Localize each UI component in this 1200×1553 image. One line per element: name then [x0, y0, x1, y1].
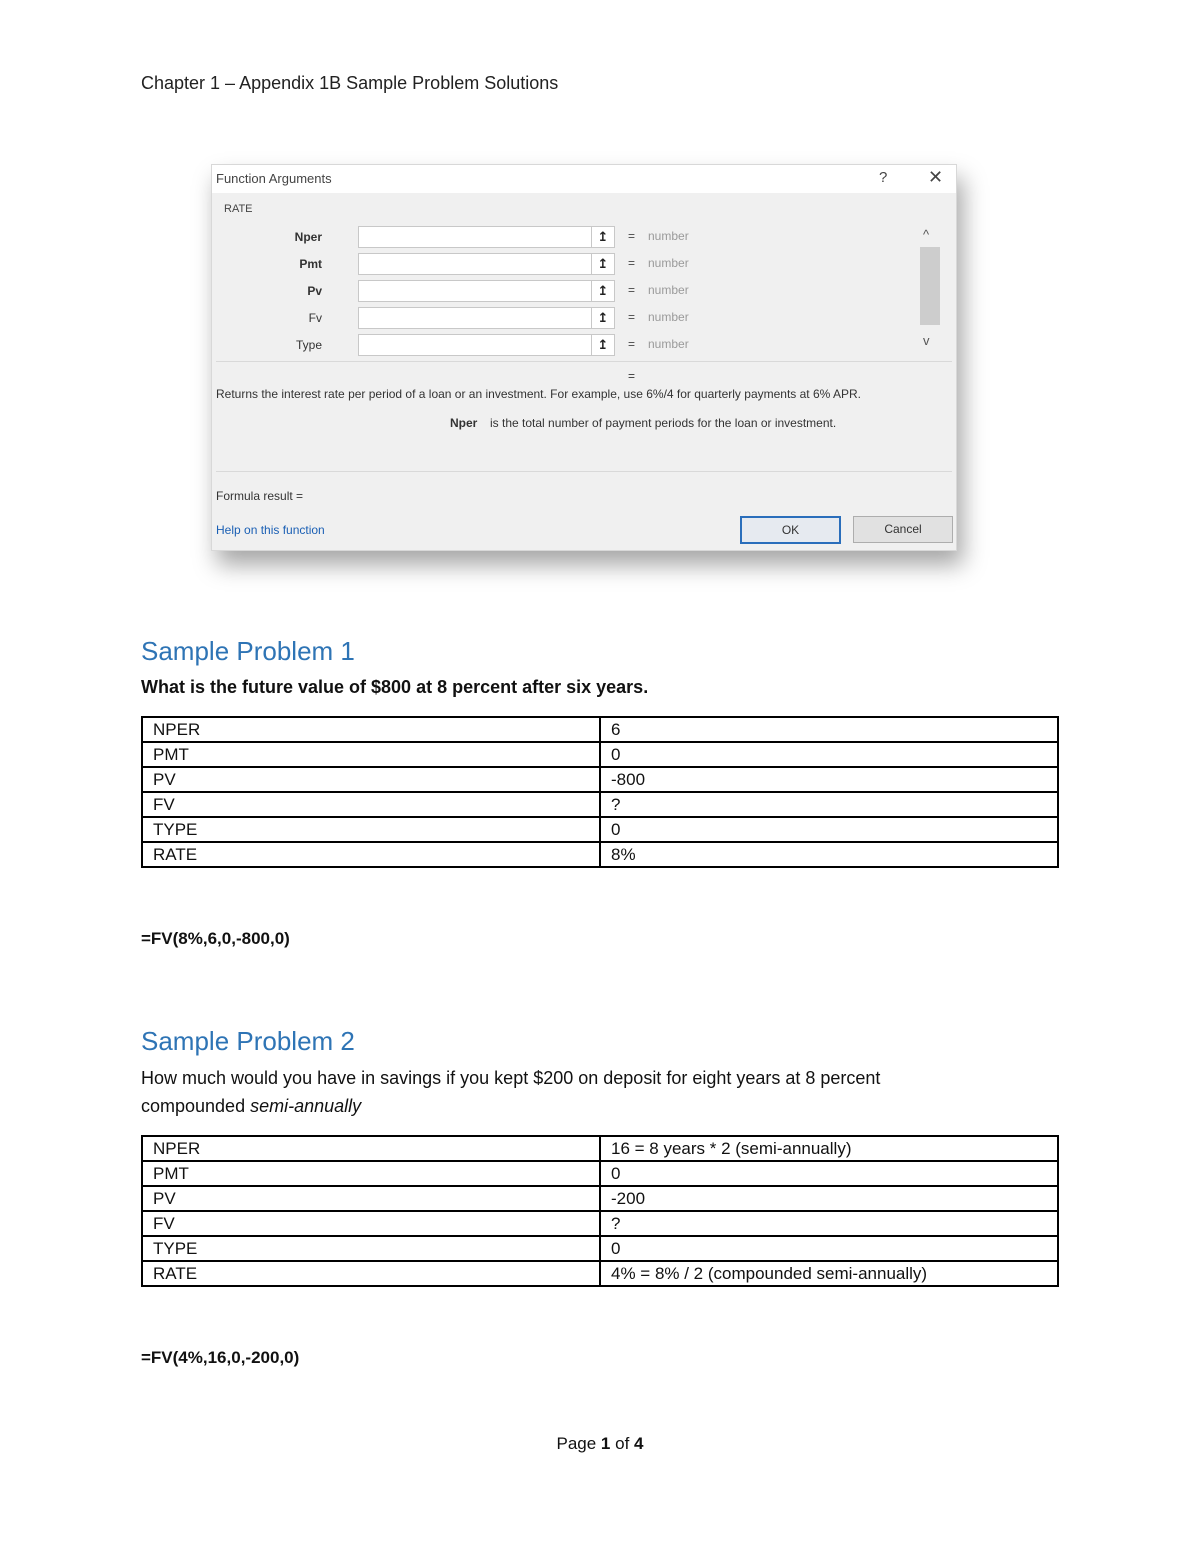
collapse-dialog-icon[interactable]: ↥ [591, 253, 615, 275]
table-cell: -800 [600, 767, 1058, 792]
of-word: of [615, 1434, 630, 1453]
arguments-scrollbar[interactable] [918, 227, 940, 351]
nper-input[interactable] [358, 226, 592, 248]
problem-2-question [141, 1064, 1041, 1120]
scroll-up-icon[interactable]: ^ [923, 227, 930, 242]
page-word: Page [556, 1434, 597, 1453]
argument-label: Pmt [299, 257, 322, 271]
table-row [142, 1211, 1058, 1236]
table-cell: TYPE [142, 1236, 600, 1261]
argument-hint: number [648, 283, 689, 297]
table-row [142, 1236, 1058, 1261]
argument-help-name: Nper [450, 416, 478, 430]
table-cell: 4% = 8% / 2 (compounded semi-annually) [600, 1261, 1058, 1286]
argument-hint: number [648, 310, 689, 324]
argument-help-text: is the total number of payment periods for the loan or investment. [490, 416, 837, 430]
equals-sign: = [628, 337, 636, 351]
fv-input[interactable] [358, 307, 592, 329]
function-arguments-dialog [211, 164, 957, 551]
table-row [142, 842, 1058, 867]
table-row [142, 1136, 1058, 1161]
help-icon[interactable]: ? [879, 169, 888, 186]
argument-label: Pv [307, 284, 322, 298]
table-cell: FV [142, 1211, 600, 1236]
equals-sign: = [628, 256, 636, 270]
equals-sign: = [628, 310, 636, 324]
ok-button[interactable]: OK [740, 516, 841, 544]
function-name: RATE [224, 203, 253, 215]
table-cell: RATE [142, 842, 600, 867]
problem-1-title: Sample Problem 1 [141, 636, 355, 666]
page-footer [0, 1434, 1200, 1454]
divider [216, 361, 952, 362]
problem-2-table [141, 1135, 1059, 1287]
question-line: compounded [141, 1096, 251, 1116]
argument-row-fv [212, 307, 932, 329]
result-equals: = [628, 369, 636, 383]
problem-1-question: What is the future value of $800 at 8 percent after six years. [141, 677, 649, 697]
question-emphasis: semi-annually [250, 1096, 362, 1116]
dialog-title: Function Arguments [216, 171, 332, 186]
cancel-button[interactable]: Cancel [853, 516, 953, 543]
table-cell: PMT [142, 1161, 600, 1186]
function-description: Returns the interest rate per period of a loan or an investment. For example, use 6%/4 for quarterly payments at 6% APR. [216, 387, 861, 401]
table-cell: PV [142, 767, 600, 792]
help-link[interactable]: Help on this function [216, 523, 325, 537]
collapse-dialog-icon[interactable]: ↥ [591, 307, 615, 329]
table-row [142, 742, 1058, 767]
problem-2-title: Sample Problem 2 [141, 1026, 355, 1056]
close-icon[interactable]: ✕ [928, 167, 944, 187]
collapse-dialog-icon[interactable]: ↥ [591, 280, 615, 302]
argument-hint: number [648, 337, 689, 351]
table-cell: NPER [142, 1136, 600, 1161]
scroll-down-icon[interactable]: v [923, 333, 930, 348]
table-cell: 16 = 8 years * 2 (semi-annually) [600, 1136, 1058, 1161]
question-line: How much would you have in savings if you kept $200 on deposit for eight years at 8 percent [141, 1068, 881, 1088]
argument-row-pmt [212, 253, 932, 275]
table-cell: 0 [600, 1161, 1058, 1186]
table-cell: NPER [142, 717, 600, 742]
document-header: Chapter 1 – Appendix 1B Sample Problem Solutions [141, 73, 559, 93]
pv-input[interactable] [358, 280, 592, 302]
table-row [142, 767, 1058, 792]
table-row [142, 817, 1058, 842]
table-cell: ? [600, 792, 1058, 817]
argument-hint: number [648, 256, 689, 270]
table-row [142, 717, 1058, 742]
equals-sign: = [628, 229, 636, 243]
formula-result: Formula result = [216, 489, 304, 503]
table-cell: PV [142, 1186, 600, 1211]
argument-label: Type [295, 338, 322, 352]
table-cell: -200 [600, 1186, 1058, 1211]
argument-label: Fv [308, 311, 322, 325]
dialog-titlebar [212, 165, 956, 193]
problem-1-table [141, 716, 1059, 868]
table-row [142, 1186, 1058, 1211]
table-cell: FV [142, 792, 600, 817]
table-cell: 8% [600, 842, 1058, 867]
pmt-input[interactable] [358, 253, 592, 275]
argument-label: Nper [294, 230, 322, 244]
table-cell: 0 [600, 1236, 1058, 1261]
table-cell: 0 [600, 742, 1058, 767]
table-row [142, 792, 1058, 817]
problem-2-formula: =FV(4%,16,0,-200,0) [141, 1348, 300, 1367]
table-row [142, 1161, 1058, 1186]
argument-row-pv [212, 280, 932, 302]
collapse-dialog-icon[interactable]: ↥ [591, 334, 615, 356]
type-input[interactable] [358, 334, 592, 356]
argument-row-type [212, 334, 932, 356]
collapse-dialog-icon[interactable]: ↥ [591, 226, 615, 248]
table-cell: 6 [600, 717, 1058, 742]
table-cell: PMT [142, 742, 600, 767]
table-cell: 0 [600, 817, 1058, 842]
scroll-thumb[interactable] [920, 247, 940, 325]
equals-sign: = [628, 283, 636, 297]
table-cell: RATE [142, 1261, 600, 1286]
problem-1-formula: =FV(8%,6,0,-800,0) [141, 929, 290, 948]
table-row [142, 1261, 1058, 1286]
divider [216, 471, 952, 472]
table-cell: ? [600, 1211, 1058, 1236]
table-cell: TYPE [142, 817, 600, 842]
page-total: 4 [634, 1434, 644, 1453]
argument-row-nper [212, 226, 932, 248]
page-number: 1 [600, 1434, 611, 1453]
argument-hint: number [648, 229, 689, 243]
